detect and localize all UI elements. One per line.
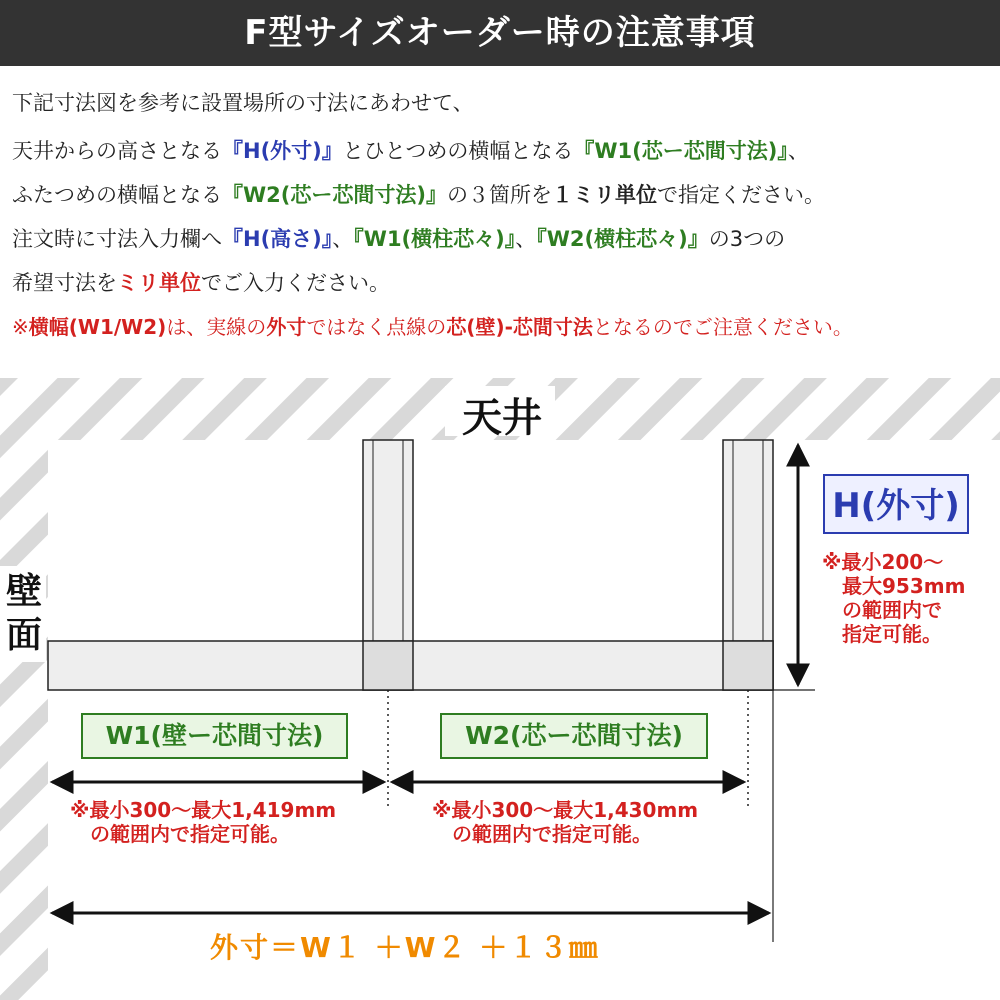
instruction-text: の3つの: [708, 227, 786, 251]
instruction-text: ふたつめの横幅となる: [12, 183, 222, 207]
instruction-text: 、: [332, 227, 354, 251]
left-joint: [363, 641, 413, 690]
h-note-line: の範囲内で: [842, 598, 942, 622]
instruction-text: でご入力ください。: [201, 271, 390, 295]
notice-text: となるのでご注意ください。: [592, 315, 853, 339]
wall-label-char: 壁: [5, 571, 42, 612]
w1-note-line: の範囲内で指定可能。: [90, 822, 290, 846]
notice-text: ※: [12, 315, 29, 339]
h-dimension-label: H(外寸): [823, 474, 969, 534]
w1-note-line: ※最小300～最大1,419mm: [70, 798, 337, 822]
ceiling-label: 天井: [462, 395, 542, 441]
w2-post-term: 『W2(横柱芯々)』: [536, 227, 709, 251]
right-joint: [723, 641, 773, 690]
mm-unit-term: ミリ単位: [117, 271, 201, 295]
w2-note-line: ※最小300～最大1,430mm: [432, 798, 699, 822]
w1-post-term: 『W1(横柱芯々)』: [353, 227, 516, 251]
notice-text: は、実線の: [166, 315, 267, 339]
notice-text: 芯(壁)-芯間寸法: [446, 315, 593, 339]
h-note-line: 最大953mm: [842, 574, 966, 598]
w2-note-line: の範囲内で指定可能。: [452, 822, 652, 846]
instruction-text: 、: [787, 139, 809, 163]
wall-label: [4, 570, 44, 658]
instruction-text: 天井からの高さとなる: [12, 139, 222, 163]
page-title: F型サイズオーダー時の注意事項: [0, 0, 1000, 66]
notice-text: 横幅(W1/W2): [28, 315, 167, 339]
w2-term: 『W2(芯ー芯間寸法)』: [222, 183, 447, 207]
h-height-term: 『H(高さ)』: [222, 227, 333, 251]
h-range-note: [822, 550, 965, 646]
instruction-text: 注文時に寸法入力欄へ: [12, 227, 222, 251]
w1-term: 『W1(芯ー芯間寸法)』: [573, 139, 788, 163]
unit-term: １ミリ単位: [551, 183, 657, 207]
notice-text: ではなく点線の: [306, 315, 447, 339]
notice-text: 外寸: [266, 315, 307, 339]
w2-range-note: [432, 798, 698, 846]
w2-dimension-label: W2(芯ー芯間寸法): [440, 713, 708, 759]
instruction-text: 下記寸法図を参考に設置場所の寸法にあわせて、: [12, 91, 474, 115]
instruction-text: の３箇所を: [446, 183, 552, 207]
wall-label-char: 面: [5, 615, 42, 656]
instruction-text: で指定ください。: [656, 183, 825, 207]
w1-range-note: [70, 798, 336, 846]
h-note-line: 指定可能。: [842, 622, 942, 646]
instruction-text: 、: [515, 227, 537, 251]
h-term: 『H(外寸)』: [222, 139, 343, 163]
instruction-text: 希望寸法を: [12, 271, 117, 295]
total-formula: 外寸＝W１ ＋W２ ＋１３㎜: [210, 931, 600, 964]
h-note-line: ※最小200～: [822, 550, 944, 574]
w1-dimension-label: W1(壁ー芯間寸法): [81, 713, 348, 759]
instruction-text: とひとつめの横幅となる: [342, 139, 574, 163]
wall-hatch: [0, 440, 48, 1000]
